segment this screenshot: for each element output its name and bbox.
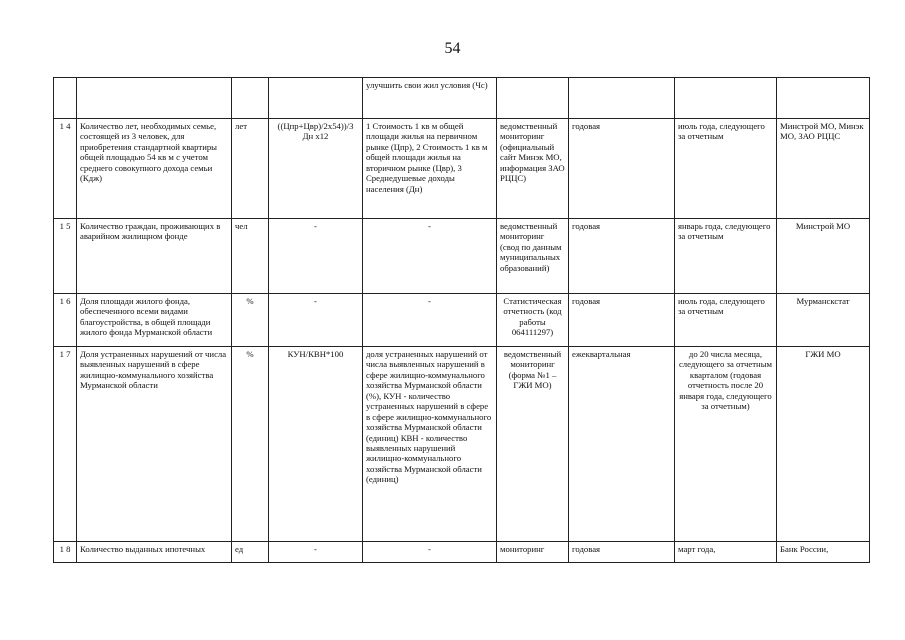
cell-num: 1 5 xyxy=(54,219,77,294)
cell-source: ведомственный мониторинг (свод по данным муниципальных образований) xyxy=(497,219,569,294)
cell-num: 1 6 xyxy=(54,294,77,347)
cell-num: 1 7 xyxy=(54,347,77,542)
cell-formula-desc: доля устраненных нарушений от числа выявленных нарушений в сфере жилищно-коммунального хозяйства Мурманской области (%), КУН - количество устраненных нарушений в сфере в сфере жилищно-коммунального хозяйства Мурманской области (единиц) КВН - количество выявленных нарушений жилищно-коммунального хозяйства Мурманской области (единиц) xyxy=(363,347,497,542)
cell-name: Количество выданных ипотечных xyxy=(77,542,232,563)
cell-name xyxy=(77,78,232,119)
cell-num xyxy=(54,78,77,119)
cell-unit: % xyxy=(232,294,269,347)
cell-source: ведомственный мониторинг (форма №1 – ГЖИ МО) xyxy=(497,347,569,542)
cell-unit: ед xyxy=(232,542,269,563)
cell-term: июль года, следующего за отчетным xyxy=(675,294,777,347)
cell-unit: лет xyxy=(232,119,269,219)
cell-unit: чел xyxy=(232,219,269,294)
cell-term: март года, xyxy=(675,542,777,563)
cell-periodicity: ежеквартальная xyxy=(569,347,675,542)
cell-responsible: Минстрой МО, Минэк МО, ЗАО РЦЦС xyxy=(777,119,870,219)
cell-source: мониторинг xyxy=(497,542,569,563)
cell-formula: - xyxy=(269,294,363,347)
cell-formula: КУН/КВН*100 xyxy=(269,347,363,542)
indicators-table xyxy=(53,77,870,563)
cell-num: 1 8 xyxy=(54,542,77,563)
table-row-16 xyxy=(54,294,870,347)
table-row-14 xyxy=(54,119,870,219)
cell-term xyxy=(675,78,777,119)
table-row-18 xyxy=(54,542,870,563)
page-bottom-margin xyxy=(0,568,905,640)
cell-periodicity: годовая xyxy=(569,219,675,294)
cell-num: 1 4 xyxy=(54,119,77,219)
cell-responsible: Банк России, xyxy=(777,542,870,563)
cell-name: Доля устраненных нарушений от числа выявленных нарушений в сфере жилищно-коммунального хозяйства Мурманской области xyxy=(77,347,232,542)
cell-formula: ((Цпр+Цвр)/2х54))/3 Дн х12 xyxy=(269,119,363,219)
cell-term: до 20 числа месяца, следующего за отчетным кварталом (годовая отчетность после 20 января года, следующего за отчетным) xyxy=(675,347,777,542)
cell-formula-desc: - xyxy=(363,294,497,347)
cell-responsible xyxy=(777,78,870,119)
table-row-continuation xyxy=(54,78,870,119)
cell-periodicity: годовая xyxy=(569,294,675,347)
cell-name: Количество лет, необходимых семье, состоящей из 3 человек, для приобретения стандартной квартиры общей площадью 54 кв м с учетом среднего совокупного дохода семьи (Кдж) xyxy=(77,119,232,219)
table-row-17 xyxy=(54,347,870,542)
cell-source: ведомственный мониторинг (официальный сайт Минэк МО, информация ЗАО РЦЦС) xyxy=(497,119,569,219)
page-number: 54 xyxy=(444,40,461,57)
cell-name: Доля площади жилого фонда, обеспеченного всеми видами благоустройства, в общей площади жилого фонда Мурманской области xyxy=(77,294,232,347)
cell-source: Статистическая отчетность (код работы 064111297) xyxy=(497,294,569,347)
cell-formula-desc: - xyxy=(363,219,497,294)
cell-unit: % xyxy=(232,347,269,542)
table-row-15 xyxy=(54,219,870,294)
cell-term: июль года, следующего за отчетным xyxy=(675,119,777,219)
cell-formula: - xyxy=(269,542,363,563)
cell-periodicity: годовая xyxy=(569,542,675,563)
cell-periodicity: годовая xyxy=(569,119,675,219)
cell-responsible: Мурманскстат xyxy=(777,294,870,347)
cell-name: Количество граждан, проживающих в аварийном жилищном фонде xyxy=(77,219,232,294)
cell-periodicity xyxy=(569,78,675,119)
cell-formula-desc: 1 Стоимость 1 кв м общей площади жилья на первичном рынке (Цпр), 2 Стоимость 1 кв м общей площади жилья на вторичном рынке (Цвр), 3 Среднедушевые доходы населения (Дн) xyxy=(363,119,497,219)
cell-responsible: Минстрой МО xyxy=(777,219,870,294)
cell-source xyxy=(497,78,569,119)
cell-formula-desc: - xyxy=(363,542,497,563)
cell-formula-desc: улучшить свои жил условия (Чс) xyxy=(363,78,497,119)
cell-responsible: ГЖИ МО xyxy=(777,347,870,542)
cell-formula xyxy=(269,78,363,119)
cell-formula: - xyxy=(269,219,363,294)
cell-term: январь года, следующего за отчетным xyxy=(675,219,777,294)
cell-unit xyxy=(232,78,269,119)
